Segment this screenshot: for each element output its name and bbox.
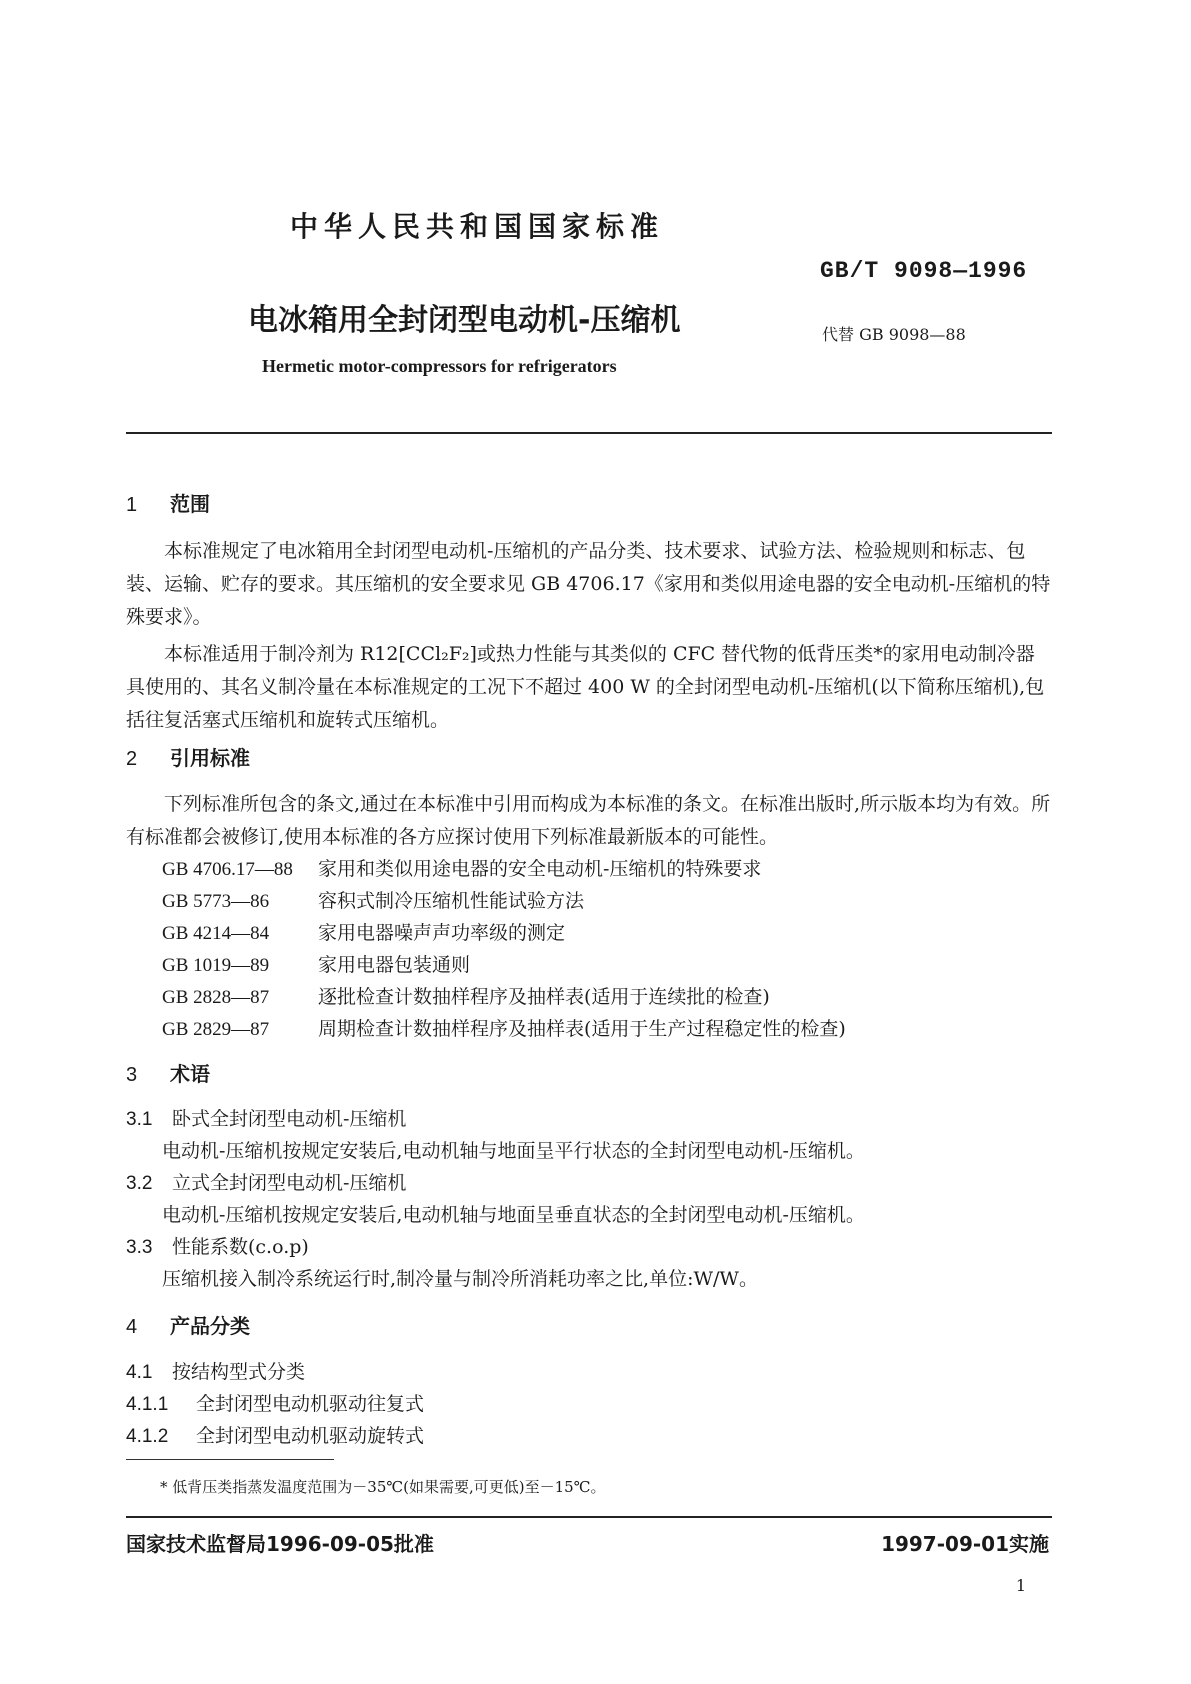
term-number: 3.3 [126,1237,153,1258]
section-number: 4 [126,1316,138,1338]
section-4-heading [126,1310,250,1339]
reference-item [162,917,565,950]
section-2-paragraph-1: 下列标准所包含的条文,通过在本标准中引用而构成为本标准的条文。在标准出版时,所示版本均为有效。所有标准都会被修订,使用本标准的各方应探讨使用下列标准最新版本的可能性。 [126,793,1051,848]
section-1-paragraph-1: 本标准规定了电冰箱用全封闭型电动机-压缩机的产品分类、技术要求、试验方法、检验规则和标志、包装、运输、贮存的要求。其压缩机的安全要求见 GB 4706.17《家用和类似用途电器的安全电动机-压缩机的特殊要求》。 [126,540,1051,628]
classification-text: 全封闭型电动机驱动往复式 [196,1393,425,1415]
reference-item [162,981,770,1014]
reference-code: GB 2829—87 [162,1019,270,1040]
term-definition: 压缩机接入制冷系统运行时,制冷量与制冷所消耗功率之比,单位:W/W。 [162,1268,758,1290]
classification-number: 4.1.1 [126,1394,169,1415]
page-number: 1 [1015,1576,1026,1595]
reference-code: GB 4706.17—88 [162,859,293,880]
classification-text: 全封闭型电动机驱动旋转式 [196,1425,425,1447]
reference-item [162,949,470,982]
term-name: 立式全封闭型电动机-压缩机 [172,1172,407,1194]
reference-code: GB 5773—86 [162,891,270,912]
section-title: 产品分类 [170,1314,250,1338]
section-2-heading [126,742,250,771]
classification-number: 4.1.2 [126,1426,169,1447]
classification-text: 按结构型式分类 [172,1361,306,1383]
section-3-heading [126,1058,210,1087]
reference-title: 周期检查计数抽样程序及抽样表(适用于生产过程稳定性的检查) [318,1018,846,1040]
reference-title: 家用电器噪声声功率级的测定 [318,922,566,944]
section-number: 2 [126,748,138,770]
footnote: * 低背压类指蒸发温度范围为－35℃(如果需要,可更低)至－15℃。 [160,1478,606,1496]
classification-item [126,1356,305,1389]
reference-title: 逐批检查计数抽样程序及抽样表(适用于连续批的检查) [318,986,770,1008]
section-1-paragraph-2: 本标准适用于制冷剂为 R12[CCl₂F₂]或热力性能与其类似的 CFC 替代物的低背压类*的家用电动制冷器具使用的、其名义制冷量在本标准规定的工况下不超过 400 W 的全封闭型电动机-压缩机(以下简称压缩机),包括往复活塞式压缩机和旋转式压缩机。 [126,643,1045,731]
reference-code: GB 4214—84 [162,923,270,944]
classification-number: 4.1 [126,1362,153,1383]
term-definition: 电动机-压缩机按规定安装后,电动机轴与地面呈平行状态的全封闭型电动机-压缩机。 [162,1140,865,1162]
document-title-cn: 电冰箱用全封闭型电动机-压缩机 [248,303,681,338]
section-number: 1 [126,494,138,516]
reference-item [162,853,761,886]
replaces-note: 代替 GB 9098—88 [822,325,966,344]
footer-divider [126,1516,1052,1518]
section-title: 范围 [170,492,210,516]
reference-item [162,1013,846,1046]
term-name: 性能系数(c.o.p) [172,1236,309,1258]
reference-code: GB 1019—89 [162,955,270,976]
footnote-divider [126,1459,334,1460]
section-1-heading [126,488,210,517]
term-name: 卧式全封闭型电动机-压缩机 [172,1108,407,1130]
term-definition: 电动机-压缩机按规定安装后,电动机轴与地面呈垂直状态的全封闭型电动机-压缩机。 [162,1204,865,1226]
term-heading [126,1231,309,1264]
section-number: 3 [126,1064,138,1086]
national-standard-heading: 中华人民共和国国家标准 [290,210,665,243]
reference-title: 家用和类似用途电器的安全电动机-压缩机的特殊要求 [318,858,762,880]
term-number: 3.2 [126,1173,153,1194]
term-heading [126,1167,406,1200]
term-heading [126,1103,406,1136]
reference-code: GB 2828—87 [162,987,270,1008]
classification-item [126,1388,424,1421]
term-number: 3.1 [126,1109,153,1130]
header-divider [126,432,1052,434]
document-title-en: Hermetic motor-compressors for refrigerators [262,356,617,376]
implementation-date: 1997-09-01实施 [881,1532,1049,1556]
reference-item [162,885,584,918]
standard-code: GB/T 9098—1996 [820,258,1028,284]
approval-date: 国家技术监督局1996-09-05批准 [126,1532,434,1556]
section-title: 引用标准 [170,746,250,770]
reference-title: 容积式制冷压缩机性能试验方法 [318,890,585,912]
reference-title: 家用电器包装通则 [318,954,471,976]
classification-item [126,1420,424,1453]
section-title: 术语 [170,1062,210,1086]
